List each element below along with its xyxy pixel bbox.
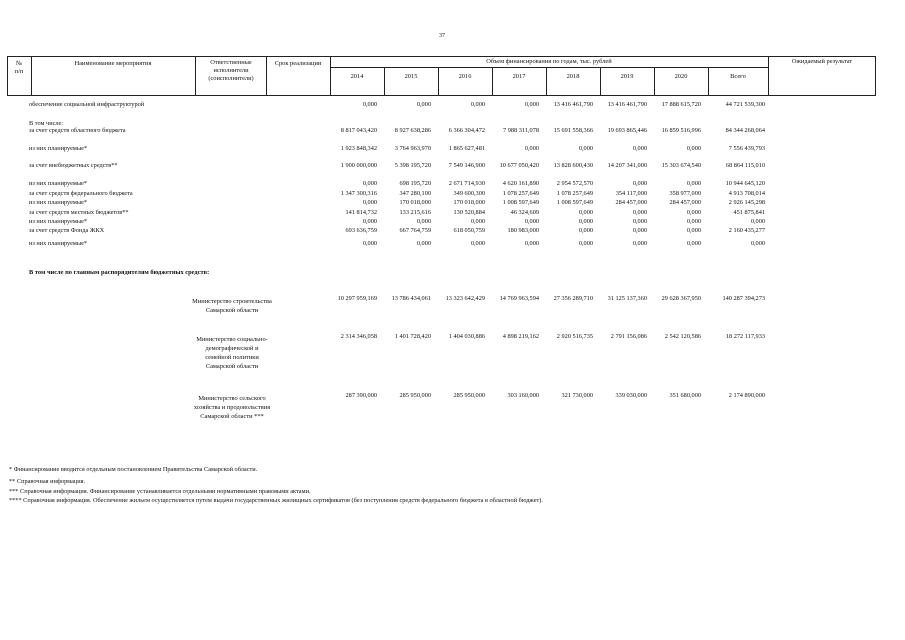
row-value: 8 817 043,420 <box>340 127 377 134</box>
row-value: 1 923 848,342 <box>340 145 377 152</box>
row-value: 0,000 <box>632 145 647 152</box>
row-value: 0,000 <box>632 218 647 225</box>
header-year: 2020 <box>674 73 688 80</box>
ministry-value: 27 356 289,710 <box>553 295 593 302</box>
row-value: 0,000 <box>524 240 539 247</box>
row-value: 698 195,720 <box>399 180 431 187</box>
row-label: за счет средств местных бюджетов** <box>29 209 129 216</box>
ministry-value: 2 920 516,735 <box>556 333 593 340</box>
row-value: 0,000 <box>416 101 431 108</box>
ministry-value: 13 323 642,429 <box>445 295 485 302</box>
row-value: 347 280,100 <box>399 190 431 197</box>
footnote: ** Справочная информация. <box>9 478 86 485</box>
row-value: 0,000 <box>362 218 377 225</box>
ministry-value: 2 542 120,586 <box>664 333 701 340</box>
row-value: 3 764 963,970 <box>394 145 431 152</box>
row-value: 170 018,000 <box>453 199 485 206</box>
row-value: 0,000 <box>686 218 701 225</box>
header-name: Наименование мероприятия <box>74 60 152 67</box>
row-value: 1 900 000,000 <box>340 162 377 169</box>
ministry-value: 2 791 156,086 <box>610 333 647 340</box>
header-year: 2014 <box>350 73 364 80</box>
row-value: 2 926 145,298 <box>728 199 765 206</box>
row-value: 8 927 638,286 <box>394 127 431 134</box>
row-value: 0,000 <box>578 227 593 234</box>
row-value: 0,000 <box>686 180 701 187</box>
row-label: из них планируемые* <box>29 199 88 206</box>
ministry-value: 14 769 963,594 <box>499 295 539 302</box>
ministry-value: 29 628 367,950 <box>661 295 701 302</box>
row-value: 19 693 865,446 <box>607 127 647 134</box>
row-value: 2 160 435,277 <box>728 227 765 234</box>
row-label: за счет средств областного бюджета <box>29 127 126 134</box>
row-label: из них планируемые* <box>29 218 88 225</box>
table-row <box>0 127 905 137</box>
row-value: 6 366 304,472 <box>448 127 485 134</box>
header-year: 2018 <box>566 73 580 80</box>
row-value: 2 954 572,570 <box>556 180 593 187</box>
row-value: 130 520,884 <box>453 209 485 216</box>
row-value: 358 977,000 <box>669 190 701 197</box>
row-value: 46 324,609 <box>510 209 539 216</box>
table-row <box>0 101 905 111</box>
row-value: 0,000 <box>524 101 539 108</box>
row-value: 0,000 <box>362 199 377 206</box>
row-value: 0,000 <box>470 240 485 247</box>
row-value: 5 398 195,720 <box>394 162 431 169</box>
ministry-value: 1 404 030,886 <box>448 333 485 340</box>
row-value: 141 814,732 <box>345 209 377 216</box>
row-value: 0,000 <box>632 180 647 187</box>
row-label: за счет средств федерального бюджета <box>29 190 133 197</box>
row-label: из них планируемые* <box>29 145 88 152</box>
row-value: 693 636,759 <box>345 227 377 234</box>
row-value: 0,000 <box>416 240 431 247</box>
ministry-value: 4 898 219,162 <box>502 333 539 340</box>
row-value: 0,000 <box>750 240 765 247</box>
row-value: 15 691 558,366 <box>553 127 593 134</box>
row-label: В том числе: <box>29 120 64 127</box>
ministry-value: 2 314 346,058 <box>340 333 377 340</box>
row-value: 0,000 <box>686 145 701 152</box>
row-value: 284 457,000 <box>615 199 647 206</box>
row-value: 0,000 <box>686 227 701 234</box>
row-value: 13 416 461,790 <box>553 101 593 108</box>
row-value: 0,000 <box>750 218 765 225</box>
row-label: за счет средств Фонда ЖКХ <box>29 227 105 234</box>
row-value: 84 344 268,064 <box>725 127 765 134</box>
table-row <box>0 162 905 172</box>
table-row <box>0 240 905 250</box>
table-header <box>7 56 876 96</box>
row-value: 7 556 439,793 <box>728 145 765 152</box>
row-value: 1 078 257,649 <box>556 190 593 197</box>
table-row <box>0 145 905 155</box>
ministry-value: 339 030,000 <box>615 392 647 399</box>
row-value: 451 875,841 <box>733 209 765 216</box>
ministry-value: 2 174 890,000 <box>728 392 765 399</box>
row-value: 44 721 539,300 <box>725 101 765 108</box>
page-number: 37 <box>439 33 445 39</box>
row-value: 13 828 600,430 <box>553 162 593 169</box>
row-value: 0,000 <box>470 218 485 225</box>
row-value: 16 859 516,996 <box>661 127 701 134</box>
row-label: из них планируемые* <box>29 240 88 247</box>
row-value: 4 620 161,890 <box>502 180 539 187</box>
row-value: 667 764,759 <box>399 227 431 234</box>
row-value: 284 457,000 <box>669 199 701 206</box>
footnote: **** Справочная информация. Обеспечение жильем осуществляется путем выдачи государственных жилищных сертификатов (без поступления средств федерального бюджета в областной бюджет). <box>9 497 543 504</box>
row-value: 0,000 <box>524 218 539 225</box>
ministry-value: 321 730,000 <box>561 392 593 399</box>
row-value: 1 008 597,649 <box>502 199 539 206</box>
ministry-value: 303 160,000 <box>507 392 539 399</box>
header-year: 2019 <box>620 73 634 80</box>
row-value: 1 078 257,649 <box>502 190 539 197</box>
ministry-value: 18 272 117,933 <box>725 333 765 340</box>
row-value: 170 018,000 <box>399 199 431 206</box>
row-value: 0,000 <box>686 240 701 247</box>
row-value: 354 117,000 <box>615 190 647 197</box>
row-value: 0,000 <box>632 227 647 234</box>
footnote: *** Справочная информация. Финансирование устанавливается отдельными нормативными правовыми актами. <box>9 488 311 495</box>
row-value: 7 549 146,900 <box>448 162 485 169</box>
header-year: 2015 <box>404 73 418 80</box>
row-value: 10 944 645,120 <box>725 180 765 187</box>
ministry-name: Министерство строительства Самарской области <box>192 298 272 314</box>
row-value: 0,000 <box>362 240 377 247</box>
header-financing: Объем финансирования по годам, тыс. рублей <box>486 58 612 65</box>
table-row <box>0 227 905 237</box>
row-label: за счет внебюджетных средств** <box>29 162 118 169</box>
row-value: 1 865 627,481 <box>448 145 485 152</box>
header-year: 2016 <box>458 73 472 80</box>
row-value: 0,000 <box>632 209 647 216</box>
row-value: 4 913 708,014 <box>728 190 765 197</box>
row-value: 1 008 597,649 <box>556 199 593 206</box>
row-value: 618 050,759 <box>453 227 485 234</box>
row-value: 17 888 615,720 <box>661 101 701 108</box>
row-value: 0,000 <box>362 180 377 187</box>
header-num: № п/п <box>14 60 24 75</box>
row-value: 349 600,300 <box>453 190 485 197</box>
row-value: 0,000 <box>524 145 539 152</box>
row-value: 0,000 <box>362 101 377 108</box>
ministry-name: Министерство сельского хозяйства и продовольствия Самарской области *** <box>193 395 271 420</box>
row-value: 14 207 341,000 <box>607 162 647 169</box>
header-total: Всего <box>730 73 746 80</box>
table-row <box>0 199 905 209</box>
ministry-value: 351 680,000 <box>669 392 701 399</box>
row-value: 0,000 <box>578 240 593 247</box>
row-value: 133 215,616 <box>399 209 431 216</box>
row-value: 15 303 674,540 <box>661 162 701 169</box>
row-value: 10 677 050,420 <box>499 162 539 169</box>
row-value: 68 864 115,010 <box>725 162 765 169</box>
row-value: 13 416 461,790 <box>607 101 647 108</box>
row-label: из них планируемые* <box>29 180 88 187</box>
row-value: 0,000 <box>632 240 647 247</box>
ministry-value: 31 125 137,360 <box>607 295 647 302</box>
row-value: 0,000 <box>416 218 431 225</box>
row-label: обеспечение социальной инфраструктурой <box>29 101 145 108</box>
header-responsible: Ответственные исполнители (соисполнители) <box>208 59 254 82</box>
row-value: 0,000 <box>470 101 485 108</box>
ministry-value: 1 401 728,420 <box>394 333 431 340</box>
table-row <box>0 180 905 190</box>
header-term: Срок реализации <box>274 60 322 67</box>
ministry-value: 13 786 434,061 <box>391 295 431 302</box>
row-value: 0,000 <box>578 209 593 216</box>
section-title: В том числе по главным распорядителям бюджетных средств: <box>29 269 210 276</box>
row-value: 7 988 311,078 <box>503 127 539 134</box>
row-value: 0,000 <box>578 145 593 152</box>
header-year: 2017 <box>512 73 526 80</box>
ministry-value: 140 287 394,273 <box>722 295 765 302</box>
header-result: Ожидаемый результат <box>791 58 853 65</box>
footnote: * Финансирование вводится отдельным постановлением Правительства Самарской области. <box>9 466 258 473</box>
row-value: 0,000 <box>578 218 593 225</box>
ministry-value: 287 390,000 <box>345 392 377 399</box>
ministry-name: Министерство социально-демографической и семейной политики Самарской области <box>196 336 268 370</box>
ministry-value: 285 950,000 <box>399 392 431 399</box>
row-value: 1 347 300,316 <box>340 190 377 197</box>
ministry-value: 10 297 959,169 <box>337 295 377 302</box>
ministry-value: 285 950,000 <box>453 392 485 399</box>
row-value: 2 671 714,930 <box>448 180 485 187</box>
row-value: 0,000 <box>686 209 701 216</box>
row-value: 180 983,000 <box>507 227 539 234</box>
